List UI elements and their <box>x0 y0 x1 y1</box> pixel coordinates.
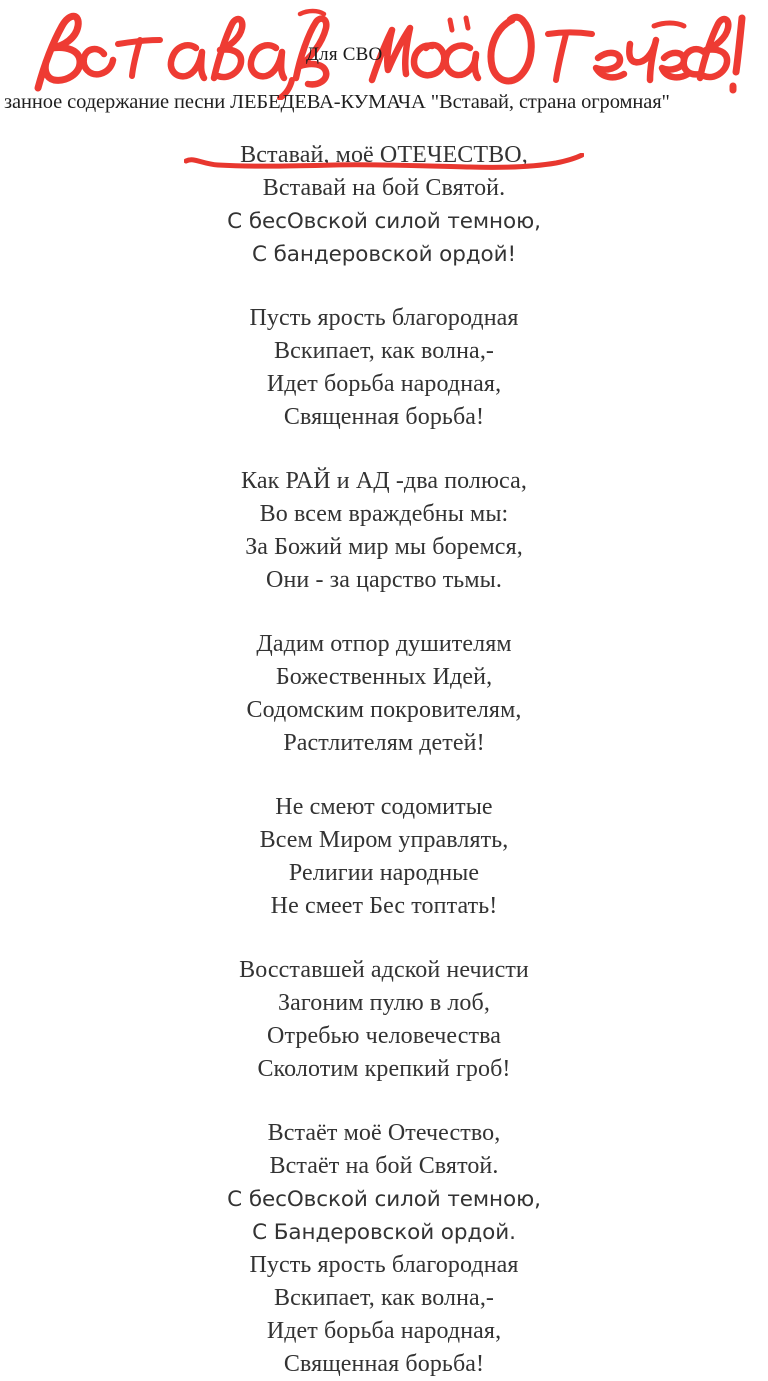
poem-line-wrap <box>0 954 768 987</box>
poem-line-wrap <box>0 205 768 238</box>
poem-line: Идет борьба народная, <box>266 1318 502 1344</box>
subtitle-source-line: занное содержание песни ЛЕБЕДЕВА-КУМАЧА "Вставай, страна огромная" <box>4 91 670 113</box>
poem-line: Они - за царство тьмы. <box>266 567 502 593</box>
poem-line: Не смеют содомитые <box>275 794 493 820</box>
poem-line: Всем Миром управлять, <box>259 827 509 853</box>
poem-line-wrap <box>0 1315 768 1348</box>
poem-stanza <box>0 791 768 923</box>
poem-line: Вскипает, как волна,- <box>273 1285 495 1311</box>
poem-line-wrap <box>0 1348 768 1381</box>
poem-line: За Божий мир мы боремся, <box>245 534 523 560</box>
poem-stanza <box>0 465 768 597</box>
poem-line: Не смеет Бес топтать! <box>270 893 498 919</box>
poem-line-wrap <box>0 1249 768 1282</box>
poem-stanza <box>0 139 768 271</box>
poem-line-wrap <box>0 335 768 368</box>
poem-line: Вставай, моё ОТЕЧЕСТВО, <box>240 142 528 168</box>
header-band <box>0 0 768 118</box>
poem-line-wrap <box>0 1020 768 1053</box>
poem-line-wrap <box>0 628 768 661</box>
poem-line-wrap <box>0 791 768 824</box>
poem-line: Встаёт моё Отечество, <box>267 1120 501 1146</box>
poem-line-wrap <box>0 1150 768 1183</box>
poem-line: Вставай на бой Святой. <box>262 175 506 201</box>
poem-line-wrap <box>0 857 768 890</box>
poem-line: С Бандеровской ордой. <box>252 1220 516 1245</box>
poem-line-wrap <box>0 172 768 205</box>
poem-body <box>0 139 768 1381</box>
poem-line: Сколотим крепкий гроб! <box>257 1056 511 1082</box>
poem-line-wrap <box>0 727 768 760</box>
poem-line-wrap <box>0 1053 768 1086</box>
poem-stanza <box>0 628 768 760</box>
poem-stanza <box>0 302 768 434</box>
poem-line: Пусть ярость благородная <box>249 1252 519 1278</box>
overlay-label-dlya-svo: Для СВО <box>306 44 383 65</box>
poem-line-wrap <box>0 824 768 857</box>
poem-line-wrap <box>0 987 768 1020</box>
poem-line: Содомским покровителям, <box>246 697 522 723</box>
poem-line: Идет борьба народная, <box>266 371 502 397</box>
poem-line-wrap <box>0 694 768 727</box>
poem-line-wrap <box>0 890 768 923</box>
poem-line-wrap <box>0 368 768 401</box>
poem-line: Вскипает, как волна,- <box>273 338 495 364</box>
poem-line: Священная борьба! <box>283 404 485 430</box>
poem-line-wrap <box>0 238 768 271</box>
poem-line: Дадим отпор душителям <box>256 631 512 657</box>
poem-line: Отребью человечества <box>267 1023 501 1049</box>
poem-line-wrap <box>0 564 768 597</box>
poem-line: С бандеровской ордой! <box>252 242 516 267</box>
poem-line-wrap <box>0 401 768 434</box>
poem-line-wrap <box>0 1282 768 1315</box>
poem-line: Пусть ярость благородная <box>249 305 519 331</box>
poem-line: Как РАЙ и АД -два полюса, <box>241 468 527 494</box>
poem-line-wrap <box>0 465 768 498</box>
poem-line-wrap <box>0 139 768 172</box>
poem-line-wrap <box>0 531 768 564</box>
poem-line: Во всем враждебны мы: <box>259 501 509 527</box>
poem-line: С бесОвской силой темною, <box>227 209 541 234</box>
poem-line-wrap <box>0 498 768 531</box>
poem-line-wrap <box>0 1216 768 1249</box>
poem-stanza <box>0 954 768 1086</box>
poem-line: Религии народные <box>288 860 480 886</box>
poem-line: Загоним пулю в лоб, <box>278 990 490 1016</box>
poem-line-wrap <box>0 1117 768 1150</box>
handwritten-title-icon <box>0 0 768 100</box>
poem-line: С бесОвской силой темною, <box>227 1187 541 1212</box>
poem-line: Священная борьба! <box>283 1351 485 1377</box>
poem-stanza <box>0 1117 768 1381</box>
poem-line-wrap <box>0 1183 768 1216</box>
poem-line-wrap <box>0 661 768 694</box>
poem-line: Восставшей адской нечисти <box>239 957 529 983</box>
poem-line: Божественных Идей, <box>275 664 493 690</box>
poem-line: Встаёт на бой Святой. <box>269 1153 499 1179</box>
poem-line: Растлителям детей! <box>283 730 485 756</box>
poem-line-wrap <box>0 302 768 335</box>
